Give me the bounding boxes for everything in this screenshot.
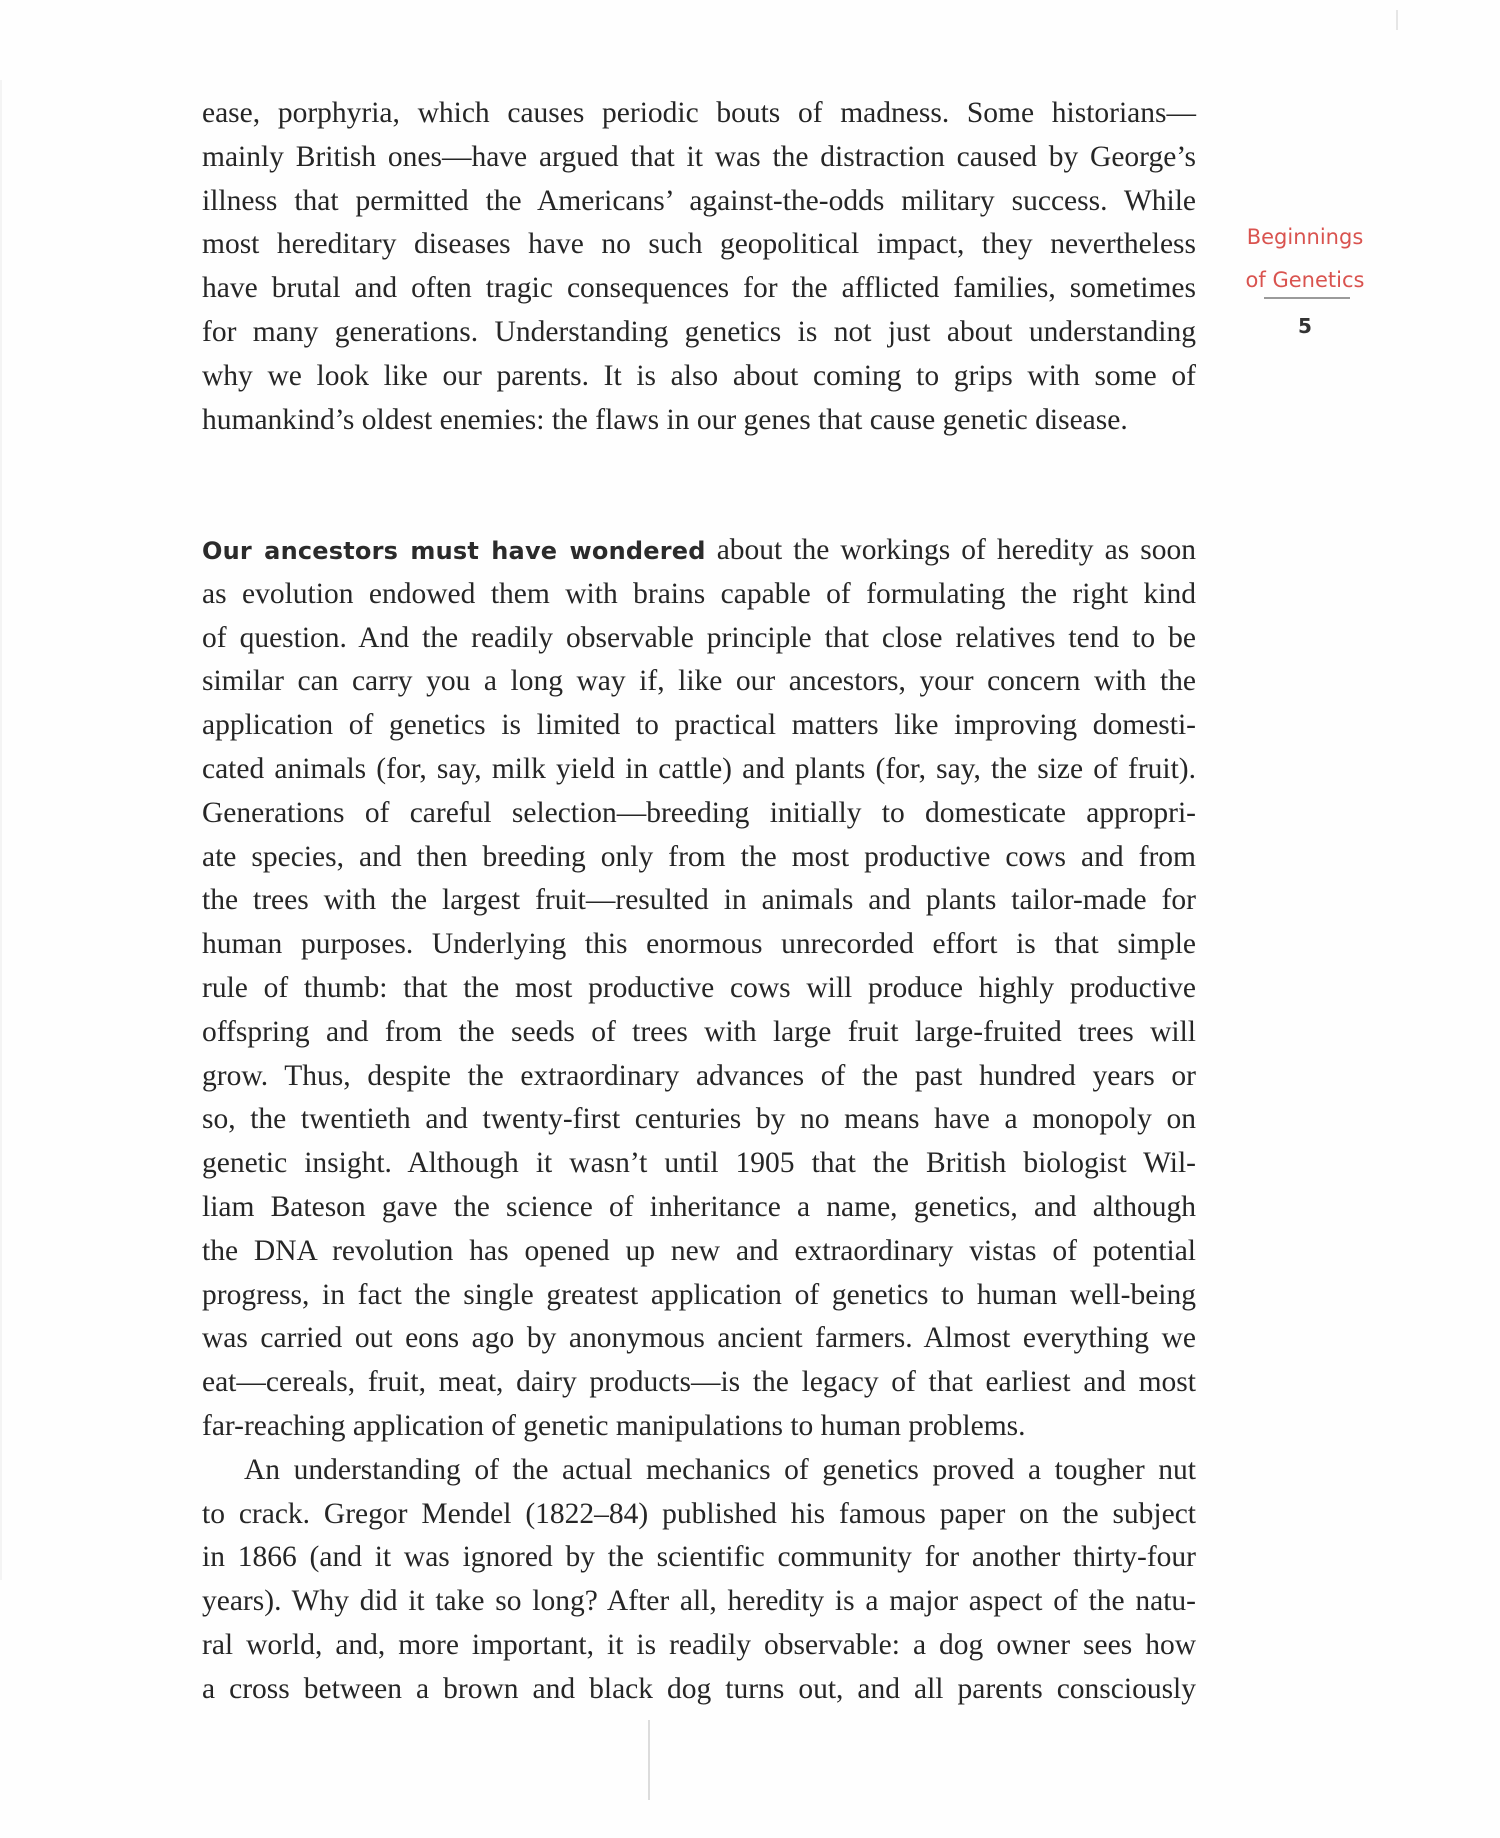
text-line: was carried out eons ago by anonymous ancient farmers. Almost everything we	[202, 1322, 1196, 1355]
running-head-divider	[1264, 297, 1350, 299]
text-line: have brutal and often tragic consequences for the afflicted families, sometimes	[202, 272, 1196, 305]
scan-artifact	[0, 80, 2, 1580]
text-line: rule of thumb: that the most productive cows will produce highly productive	[202, 971, 1196, 1004]
text-line: An understanding of the actual mechanics of genetics proved a tougher nut	[244, 1453, 1196, 1486]
page-number: 5	[1298, 314, 1312, 338]
scan-artifact	[648, 1720, 650, 1800]
text-line: the DNA revolution has opened up new and extraordinary vistas of potential	[202, 1234, 1196, 1267]
text-line-lead	[202, 529, 1196, 573]
text-line: the trees with the largest fruit—resulted in animals and plants tailor-made for	[202, 884, 1196, 917]
text-line: years). Why did it take so long? After all, heredity is a major aspect of the natu-	[202, 1585, 1196, 1618]
text-line: eat—cereals, fruit, meat, dairy products—is the legacy of that earliest and most	[202, 1366, 1196, 1399]
text-line: application of genetics is limited to practical matters like improving domesti-	[202, 709, 1196, 742]
text-line: far-reaching application of genetic manipulations to human problems.	[202, 1409, 1026, 1442]
text-line: for many generations. Understanding genetics is not just about understanding	[202, 315, 1196, 348]
text-line: ate species, and then breeding only from the most productive cows and from	[202, 840, 1196, 873]
text-line: illness that permitted the Americans’ against-the-odds military success. While	[202, 184, 1196, 217]
text-line: a cross between a brown and black dog turns out, and all parents consciously	[202, 1672, 1196, 1705]
text-line: ease, porphyria, which causes periodic bouts of madness. Some historians—	[202, 97, 1196, 129]
scan-artifact	[1396, 10, 1398, 30]
text-line: similar can carry you a long way if, like our ancestors, your concern with the	[202, 665, 1196, 698]
text-line: to crack. Gregor Mendel (1822–84) published his famous paper on the subject	[202, 1497, 1196, 1530]
text-line: cated animals (for, say, milk yield in cattle) and plants (for, say, the size of fruit).	[202, 752, 1196, 785]
text-line: progress, in fact the single greatest application of genetics to human well-being	[202, 1278, 1196, 1311]
text-line: why we look like our parents. It is also about coming to grips with some of	[202, 359, 1196, 392]
text-line: genetic insight. Although it wasn’t until 1905 that the British biologist Wil-	[202, 1147, 1196, 1180]
text-line: liam Bateson gave the science of inheritance a name, genetics, and although	[202, 1190, 1196, 1223]
lead-line-rest: about the workings of heredity as soon	[705, 534, 1196, 566]
paragraph-1	[202, 529, 1196, 1449]
text-line: most hereditary diseases have no such geopolitical impact, they nevertheless	[202, 228, 1196, 261]
text-line: in 1866 (and it was ignored by the scientific community for another thirty-four	[202, 1541, 1196, 1574]
text-line: as evolution endowed them with brains capable of formulating the right kind	[202, 577, 1196, 610]
paragraph-2	[202, 1449, 1196, 1712]
text-line: humankind’s oldest enemies: the flaws in our genes that cause genetic disease.	[202, 403, 1128, 436]
section-body	[202, 529, 1196, 1712]
text-line: human purposes. Underlying this enormous unrecorded effort is that simple	[202, 928, 1196, 961]
continuation-paragraph	[202, 92, 1196, 442]
text-line: of question. And the readily observable principle that close relatives tend to be	[202, 621, 1196, 654]
text-line: so, the twentieth and twenty-first centuries by no means have a monopoly on	[202, 1103, 1196, 1136]
text-line: offspring and from the seeds of trees with large fruit large-fruited trees will	[202, 1015, 1196, 1048]
lead-in-phrase: Our ancestors must have wondered	[202, 537, 706, 565]
text-line: grow. Thus, despite the extraordinary advances of the past hundred years or	[202, 1059, 1196, 1092]
running-head-line-2: of Genetics	[1245, 268, 1365, 292]
text-line: ral world, and, more important, it is readily observable: a dog owner sees how	[202, 1628, 1196, 1661]
text-line: Generations of careful selection—breeding initially to domesticate appropri-	[202, 796, 1196, 829]
running-head	[1230, 216, 1380, 302]
running-head-line-1: Beginnings	[1246, 225, 1364, 249]
text-line: mainly British ones—have argued that it was the distraction caused by George’s	[202, 140, 1196, 173]
